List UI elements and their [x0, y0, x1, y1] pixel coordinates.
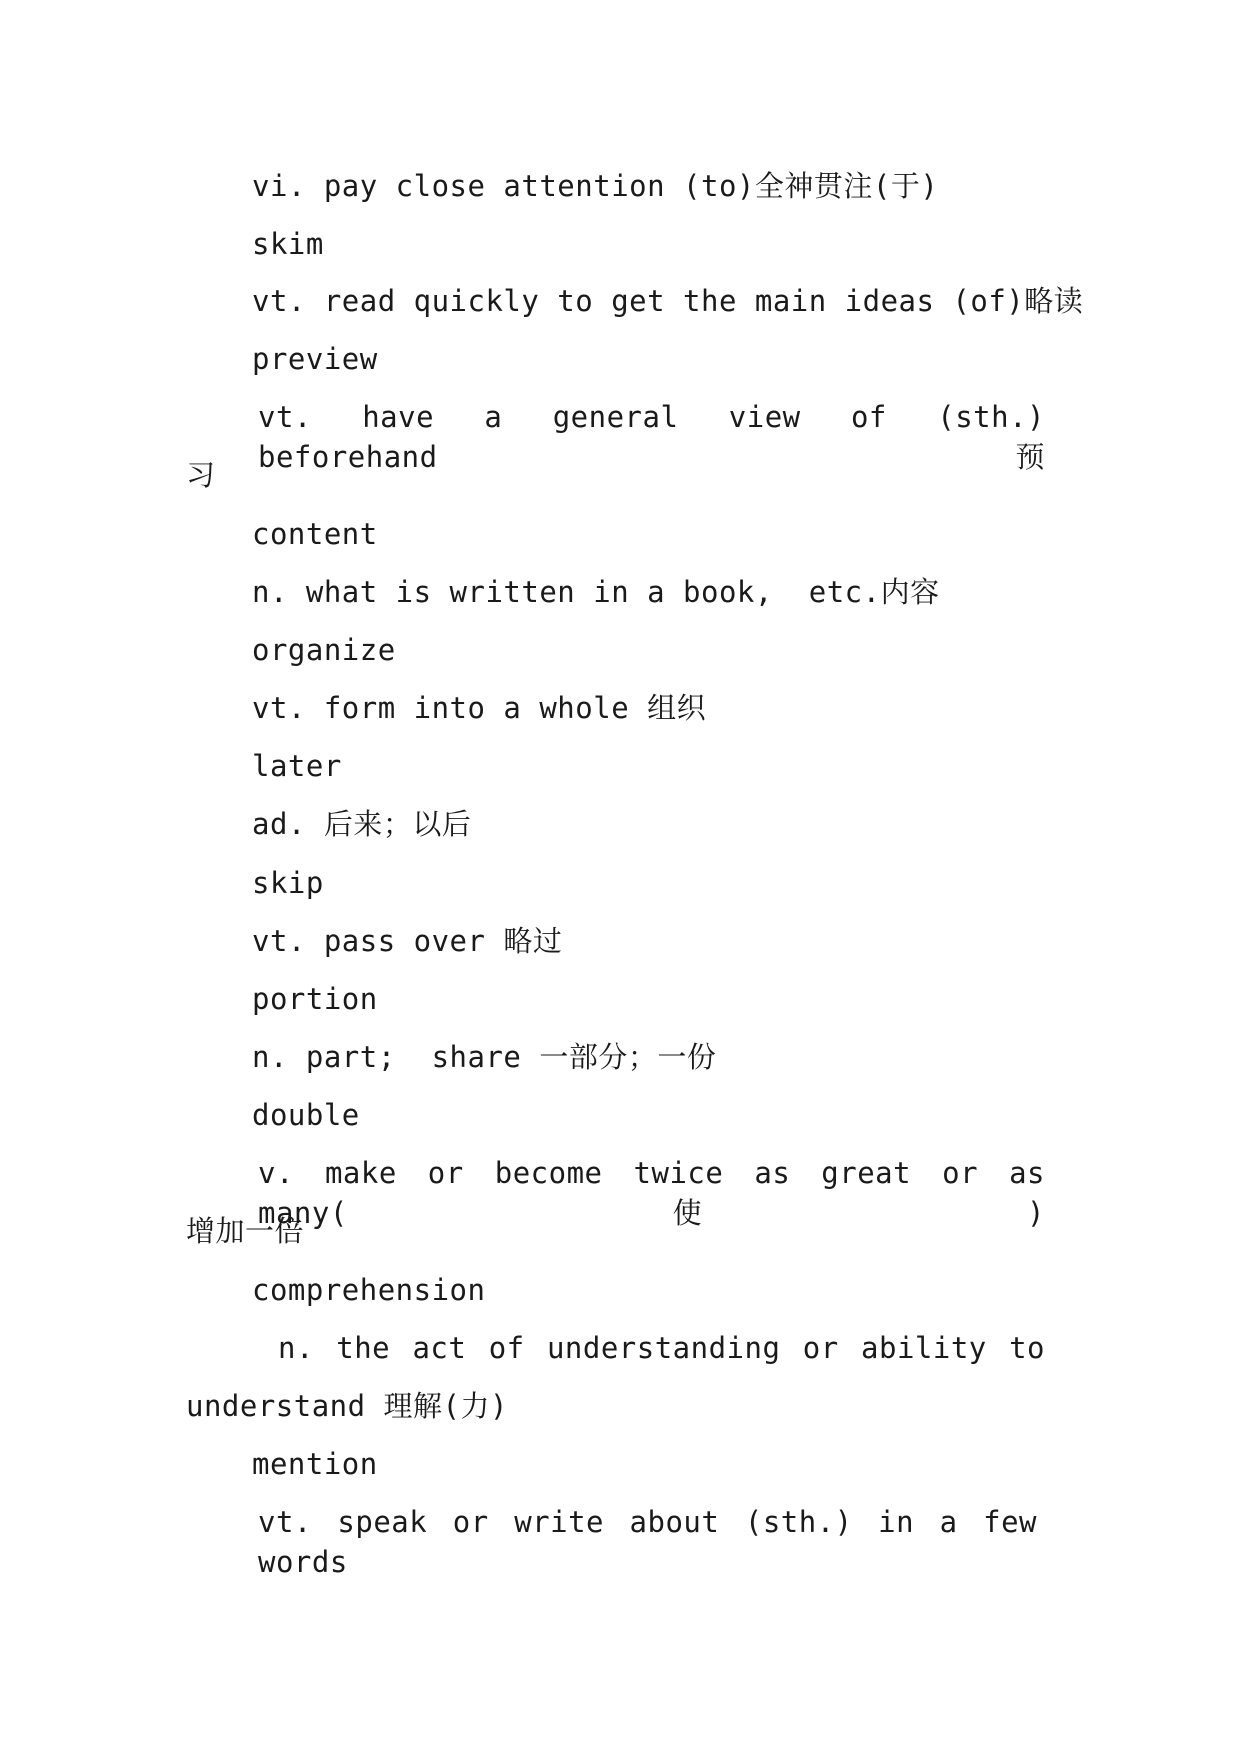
definition-line: n. what is written in a book, etc.内容 — [252, 575, 940, 609]
definition-line: vt. read quickly to get the main ideas (of)略读 — [252, 284, 1084, 318]
definition-line-continued: 增加一倍 — [186, 1214, 305, 1248]
definition-line: n. the act of understanding or ability to — [278, 1331, 1045, 1365]
vocabulary-word: content — [252, 517, 378, 551]
definition-line: vt. have a general view of (sth.) beforehand 预 — [258, 400, 1045, 474]
definition-line: vt. pass over 略过 — [252, 924, 563, 958]
vocabulary-word: mention — [252, 1447, 378, 1481]
definition-line: ad. 后来；以后 — [252, 807, 472, 841]
vocabulary-word: later — [252, 749, 342, 783]
vocabulary-word: comprehension — [252, 1273, 486, 1307]
definition-line: vt. speak or write about (sth.) in a few words — [258, 1505, 1037, 1579]
vocabulary-word: portion — [252, 982, 378, 1016]
definition-line: vi. pay close attention (to)全神贯注(于) — [252, 169, 939, 203]
vocabulary-word: preview — [252, 342, 378, 376]
definition-line-continued: 习 — [186, 458, 216, 492]
vocabulary-word: double — [252, 1098, 360, 1132]
definition-line: v. make or become twice as great or as many(使) — [258, 1156, 1045, 1230]
vocabulary-word: skim — [252, 227, 324, 261]
definition-line: vt. form into a whole 组织 — [252, 691, 707, 725]
vocabulary-word: skip — [252, 866, 324, 900]
definition-line-continued: understand 理解(力) — [186, 1389, 508, 1423]
vocabulary-word: organize — [252, 633, 396, 667]
definition-line: n. part; share 一部分；一份 — [252, 1040, 717, 1074]
